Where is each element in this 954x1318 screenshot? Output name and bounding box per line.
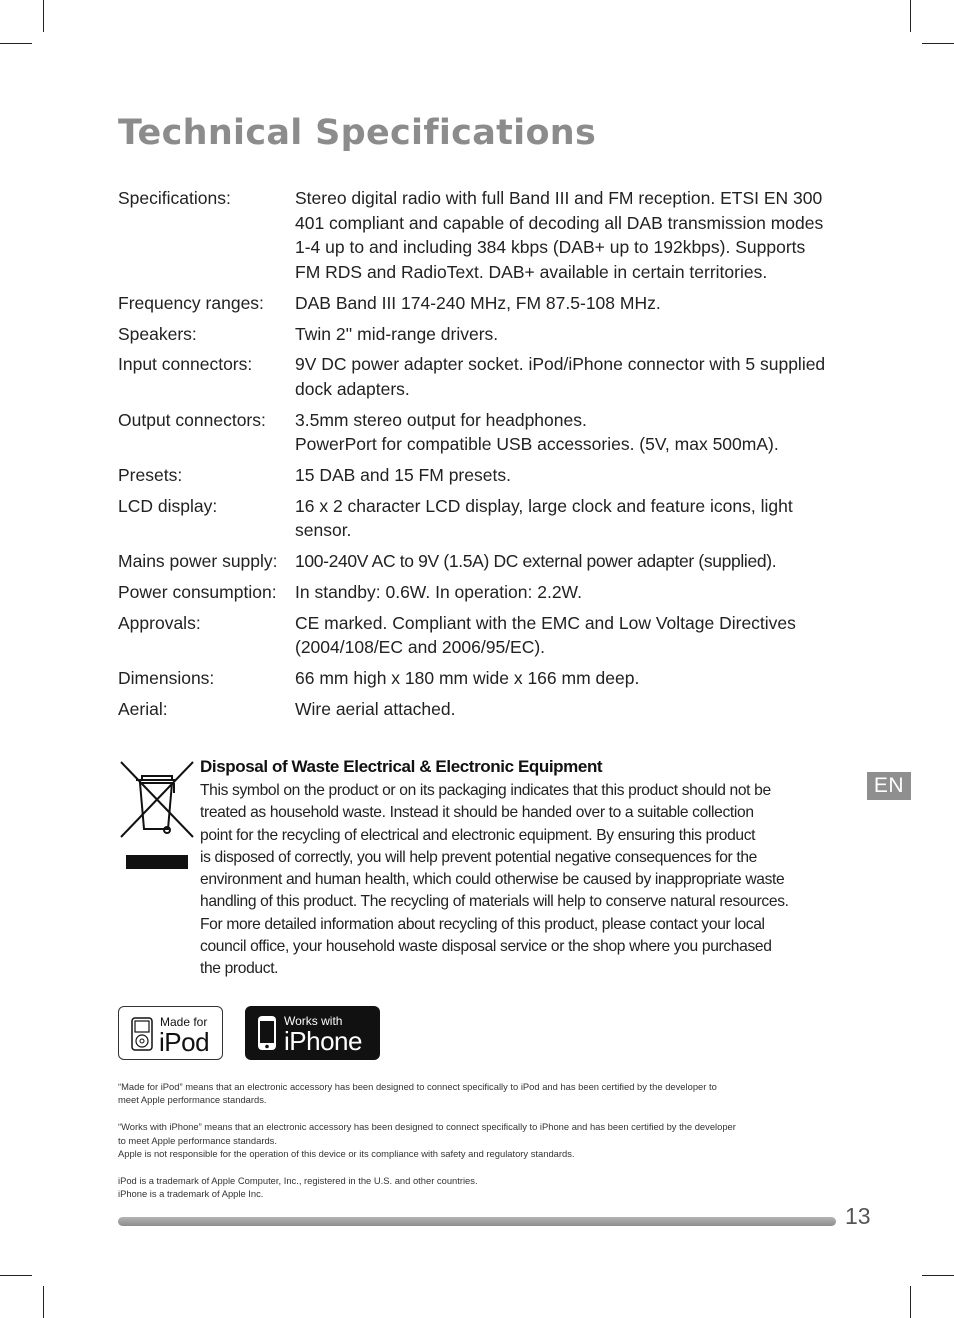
spec-row xyxy=(118,322,838,347)
page-footer-bar xyxy=(118,1217,836,1226)
spec-value: 3.5mm stereo output for headphones. PowerPort for compatible USB accessories. (5V, max 500mA). xyxy=(295,409,779,455)
crop-mark xyxy=(910,0,911,32)
spec-row xyxy=(118,186,838,285)
spec-value: Stereo digital radio with full Band III and FM reception. ETSI EN 300 401 compliant and capable of decoding all DAB transmission modes 1-4 up to and including 384 kbps (DAB+ up to 192kbps). Supports FM RDS and RadioText. DAB+ available in certain territories. xyxy=(295,188,824,283)
spec-value: In standby: 0.6W. In operation: 2.2W. xyxy=(295,581,582,602)
badge-big-text: iPod xyxy=(159,1027,210,1057)
spec-label: Dimensions: xyxy=(118,667,215,688)
spec-row xyxy=(118,494,838,543)
spec-row xyxy=(118,611,838,660)
spec-value: 9V DC power adapter socket. iPod/iPhone connector with 5 supplied dock adapters. xyxy=(295,354,826,399)
spec-label: Specifications: xyxy=(118,188,231,208)
crop-mark xyxy=(43,1286,44,1318)
spec-value: Twin 2'' mid-range drivers. xyxy=(295,323,499,344)
legal-note: “Works with iPhone” means that an electronic accessory has been designed to connect specifically to iPhone and has been certified by the developer to meet Apple performance standards. Apple is not responsible for the operation of this device or its compliance with safety and regulatory standards. xyxy=(118,1121,736,1160)
iphone-icon xyxy=(257,1015,277,1051)
spec-row xyxy=(118,549,838,574)
badge-small-text: Works with xyxy=(284,1014,343,1028)
legal-notes xyxy=(118,1080,834,1214)
spec-value: 100-240V AC to 9V (1.5A) DC external power adapter (supplied). xyxy=(295,551,777,572)
spec-row xyxy=(118,666,838,691)
page-title: Technical Specifications xyxy=(118,113,597,153)
badge-small-text: Made for xyxy=(160,1015,208,1029)
crop-mark xyxy=(910,1286,911,1318)
spec-row xyxy=(118,697,838,722)
language-tab: EN xyxy=(867,772,911,800)
spec-value: 15 DAB and 15 FM presets. xyxy=(295,465,511,486)
spec-value: 16 x 2 character LCD display, large clock and feature icons, light sensor. xyxy=(295,495,793,541)
crop-mark xyxy=(0,1275,32,1276)
legal-note: “Made for iPod” means that an electronic accessory has been designed to connect specifically to iPod and has been certified by the developer to meet Apple performance standards. xyxy=(118,1081,717,1106)
spec-label: Mains power supply: xyxy=(118,551,278,572)
ipod-icon xyxy=(131,1017,153,1051)
spec-label: Frequency ranges: xyxy=(118,292,264,313)
specifications-table xyxy=(118,186,838,727)
made-for-ipod-badge xyxy=(118,1006,223,1060)
crossed-out-wheelie-bin-icon xyxy=(118,759,196,869)
spec-row xyxy=(118,580,838,605)
spec-row xyxy=(118,408,838,457)
spec-row xyxy=(118,291,838,316)
weee-text: This symbol on the product or on its packaging indicates that this product should not be treated as household waste. Instead it should be handed over to a suitable collection point for the recycling of electrical and electronic equipment. By ensuring this product is disposed of correctly, you will help prevent potential negative consequences for the environment and human health, which could otherwise be caused by inappropriate waste handling of this product. The recycling of materials will help to conserve natural resources. For more detailed information about recycling of this product, please contact your local council office, your household waste disposal service or the shop where you purchased the product. xyxy=(200,782,789,978)
spec-label: Output connectors: xyxy=(118,409,266,430)
spec-value: DAB Band III 174-240 MHz, FM 87.5-108 MHz. xyxy=(295,292,661,313)
crop-mark xyxy=(0,43,32,44)
spec-row xyxy=(118,352,838,401)
spec-label: Speakers: xyxy=(118,323,197,344)
spec-value: CE marked. Compliant with the EMC and Low Voltage Directives (2004/108/EC and 2006/95/EC). xyxy=(295,612,796,658)
spec-value: 66 mm high x 180 mm wide x 166 mm deep. xyxy=(295,667,640,688)
spec-label: Input connectors: xyxy=(118,354,253,375)
crop-mark xyxy=(43,0,44,32)
spec-row xyxy=(118,463,838,488)
weee-title: Disposal of Waste Electrical & Electronic Equipment xyxy=(200,757,603,776)
spec-label: Power consumption: xyxy=(118,581,277,602)
badge-big-text: iPhone xyxy=(284,1026,362,1056)
spec-label: Approvals: xyxy=(118,612,201,633)
spec-label: LCD display: xyxy=(118,495,218,516)
crop-mark xyxy=(922,43,954,44)
works-with-iphone-badge xyxy=(245,1006,380,1060)
spec-label: Presets: xyxy=(118,465,183,486)
spec-value: Wire aerial attached. xyxy=(295,698,456,719)
page-number: 13 xyxy=(845,1203,871,1229)
crop-mark xyxy=(922,1275,954,1276)
spec-label: Aerial: xyxy=(118,698,168,719)
legal-note: iPod is a trademark of Apple Computer, Inc., registered in the U.S. and other countries. iPhone is a trademark of Apple Inc. xyxy=(118,1174,478,1200)
